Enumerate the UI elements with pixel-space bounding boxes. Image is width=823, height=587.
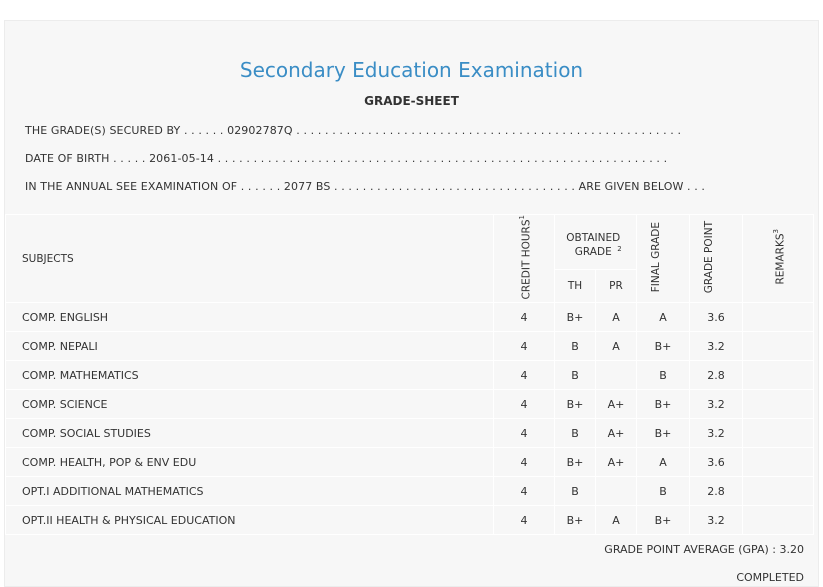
subject-name: COMP. NEPALI: [6, 332, 494, 361]
th-header: TH: [555, 270, 596, 303]
table-row: [6, 361, 814, 390]
credit-hours-header: [494, 215, 555, 303]
credit-hours: 4: [494, 332, 555, 361]
final-grade: B+: [637, 506, 690, 535]
grade-point: 3.2: [690, 332, 743, 361]
theory-grade: B+: [555, 303, 596, 332]
subjects-header: SUBJECTS: [6, 215, 494, 303]
practical-grade: A: [596, 303, 637, 332]
grade-point: 2.8: [690, 477, 743, 506]
table-row: [6, 448, 814, 477]
theory-grade: B: [555, 419, 596, 448]
theory-grade: B+: [555, 390, 596, 419]
practical-grade: A+: [596, 448, 637, 477]
credit-hours: 4: [494, 361, 555, 390]
credit-hours: 4: [494, 506, 555, 535]
remarks-label: REMARKS: [774, 233, 787, 285]
final-grade: B: [637, 477, 690, 506]
theory-grade: B+: [555, 506, 596, 535]
final-grade: B+: [637, 332, 690, 361]
practical-grade: A+: [596, 419, 637, 448]
grade-point: 3.2: [690, 390, 743, 419]
final-grade-header: [637, 215, 690, 303]
final-grade: B: [637, 361, 690, 390]
remarks: [743, 390, 814, 419]
remarks: [743, 303, 814, 332]
secured-by-line: THE GRADE(S) SECURED BY . . . . . . 02902787Q . . . . . . . . . . . . . . . . . . . . . . . . . . . . . . . . . . . . . . . . . . . . . . . . . . . . . .: [25, 124, 682, 137]
remarks-header: [743, 215, 814, 303]
remarks: [743, 448, 814, 477]
grade-sheet: [4, 20, 819, 587]
subject-name: COMP. SCIENCE: [6, 390, 494, 419]
remarks: [743, 332, 814, 361]
grade-point-label: GRADE POINT: [703, 221, 715, 294]
final-grade: B+: [637, 419, 690, 448]
grade-point: 3.2: [690, 506, 743, 535]
practical-grade: A+: [596, 390, 637, 419]
grade-point: 2.8: [690, 361, 743, 390]
practical-grade: A: [596, 506, 637, 535]
theory-grade: B: [555, 477, 596, 506]
credit-hours: 4: [494, 390, 555, 419]
grade-point-header: [690, 215, 743, 303]
remarks: [743, 419, 814, 448]
table-row: [6, 332, 814, 361]
final-grade: A: [637, 303, 690, 332]
credit-hours: 4: [494, 477, 555, 506]
theory-grade: B: [555, 332, 596, 361]
grades-table: [5, 214, 814, 535]
examination-line: IN THE ANNUAL SEE EXAMINATION OF . . . . . . 2077 BS . . . . . . . . . . . . . . . . . . . . . . . . . . . . . . . . . . ARE GIVEN BELOW . . .: [25, 180, 706, 193]
final-grade: B+: [637, 390, 690, 419]
grade-point: 3.6: [690, 448, 743, 477]
obtained-grade-header: [555, 215, 637, 270]
final-grade-label: FINAL GRADE: [650, 222, 662, 293]
grade-sheet-heading: GRADE-SHEET: [364, 94, 459, 108]
practical-grade: [596, 361, 637, 390]
credit-hours-label: CREDIT HOURS: [520, 219, 533, 300]
table-row: [6, 419, 814, 448]
grade-point: 3.6: [690, 303, 743, 332]
status-text: COMPLETED: [736, 571, 804, 584]
practical-grade: A: [596, 332, 637, 361]
remarks-footnote: 3: [771, 229, 780, 234]
practical-grade: [596, 477, 637, 506]
page-title: Secondary Education Examination: [239, 58, 584, 82]
subject-name: COMP. HEALTH, POP & ENV EDU: [6, 448, 494, 477]
subject-name: COMP. SOCIAL STUDIES: [6, 419, 494, 448]
table-row: [6, 506, 814, 535]
credit-hours: 4: [494, 303, 555, 332]
table-row: [6, 303, 814, 332]
table-row: [6, 390, 814, 419]
date-of-birth-line: DATE OF BIRTH . . . . . 2061-05-14 . . . . . . . . . . . . . . . . . . . . . . . . . . . . . . . . . . . . . . . . . . . . . . . . . . . . . . . . . . . . . . .: [25, 152, 668, 165]
remarks: [743, 506, 814, 535]
gpa-summary: GRADE POINT AVERAGE (GPA) : 3.20: [604, 543, 804, 556]
theory-grade: B: [555, 361, 596, 390]
subject-name: COMP. ENGLISH: [6, 303, 494, 332]
remarks: [743, 361, 814, 390]
grade-point: 3.2: [690, 419, 743, 448]
credit-hours: 4: [494, 419, 555, 448]
credit-hours: 4: [494, 448, 555, 477]
credit-hours-footnote: 1: [517, 215, 526, 220]
pr-header: PR: [596, 270, 637, 303]
theory-grade: B+: [555, 448, 596, 477]
subject-name: OPT.I ADDITIONAL MATHEMATICS: [6, 477, 494, 506]
subject-name: COMP. MATHEMATICS: [6, 361, 494, 390]
remarks: [743, 477, 814, 506]
obtained-grade-label: OBTAINED GRADE: [566, 232, 621, 259]
subject-name: OPT.II HEALTH & PHYSICAL EDUCATION: [6, 506, 494, 535]
obtained-grade-footnote: 2: [617, 244, 622, 253]
final-grade: A: [637, 448, 690, 477]
table-row: [6, 477, 814, 506]
